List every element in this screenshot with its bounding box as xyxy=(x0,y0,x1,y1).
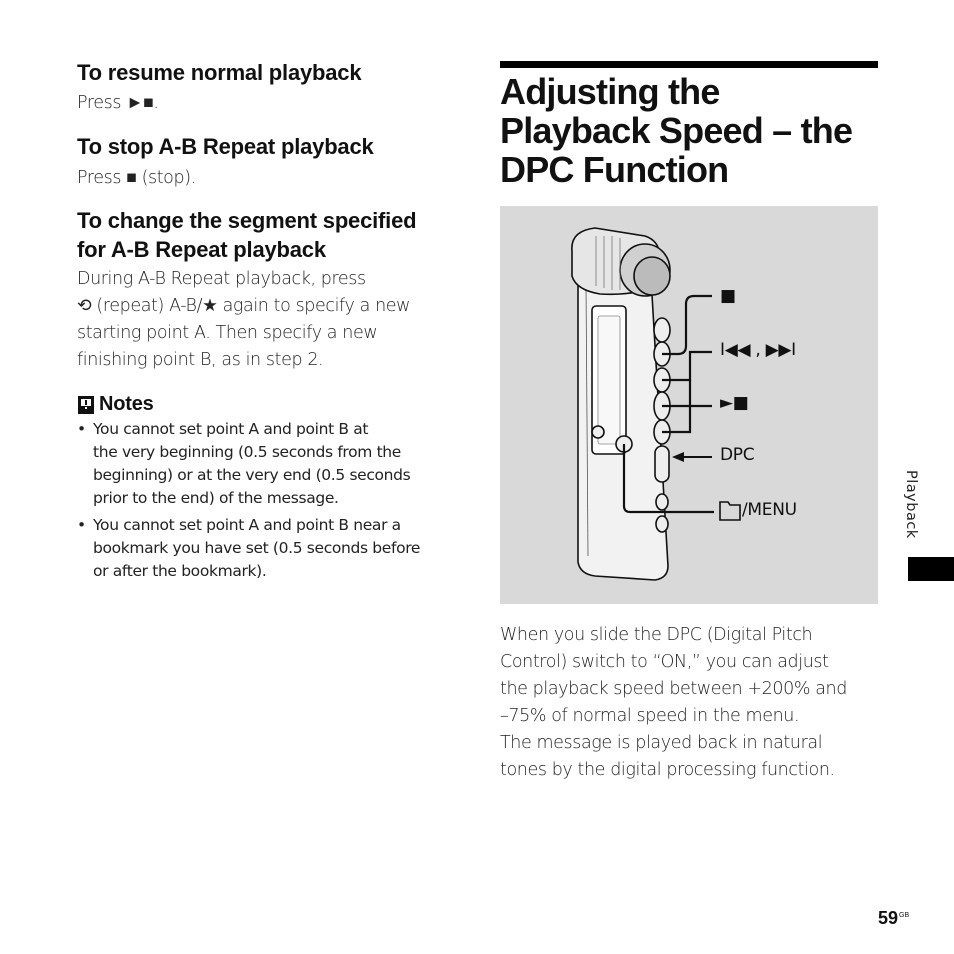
section-tab-label: Playback xyxy=(903,470,919,539)
voice-recorder-drawing xyxy=(500,206,878,604)
section-tab-block xyxy=(908,557,954,581)
star-icon: ★ xyxy=(202,296,218,316)
heading-resume: To resume normal playback xyxy=(77,60,362,85)
heading-stop-ab: To stop A-B Repeat playback xyxy=(77,134,374,159)
notes-list xyxy=(77,418,457,587)
page-title: Adjusting the Playback Speed – the DPC Function xyxy=(500,71,853,190)
page-number: $59^{GB}$ xyxy=(878,908,910,928)
resume-instruction: Press ►■. xyxy=(77,93,159,113)
page-suffix: GB xyxy=(899,912,910,919)
skip-label: I◀◀ , ▶▶I xyxy=(720,340,796,360)
play-stop-icon: ►■ xyxy=(126,93,154,113)
stop-label: ■ xyxy=(720,286,736,306)
heading-change-segment: To change the segment specified for A-B Repeat playback xyxy=(77,208,417,262)
repeat-icon: ⟲ xyxy=(77,296,92,316)
note-item: • You cannot set point A and point B near a bookmark you have set (0.5 seconds before or after the bookmark). xyxy=(77,516,421,580)
dpc-description: When you slide the DPC (Digital Pitch Control) switch to “ON,” you can adjust the playback speed between +200% and –75% of normal speed in the menu. The message is played back in natural tones by the digital processing function. xyxy=(500,625,847,780)
play-stop-label: ►■ xyxy=(720,393,749,413)
notes-icon xyxy=(77,395,95,415)
stop-icon: ■ xyxy=(126,168,137,188)
notes-heading: Notes xyxy=(99,393,154,415)
device-illustration xyxy=(500,206,878,604)
title-rule xyxy=(500,61,878,68)
menu-label: /MENU xyxy=(742,500,797,520)
stop-ab-instruction: Press ■ (stop). xyxy=(77,168,196,188)
note-item: • You cannot set point A and point B at the very beginning (0.5 seconds from the beginning) or at the very end (0.5 seconds prior to the end) of the message. xyxy=(77,420,411,507)
folder-icon xyxy=(720,502,740,520)
change-segment-paragraph: During A-B Repeat playback, press ⟲ (repeat) A-B/★ again to specify a new starting point A. Then specify a new finishing point B, as in step 2. xyxy=(77,269,411,370)
notes-header xyxy=(77,390,154,419)
dpc-label: DPC xyxy=(720,445,755,465)
